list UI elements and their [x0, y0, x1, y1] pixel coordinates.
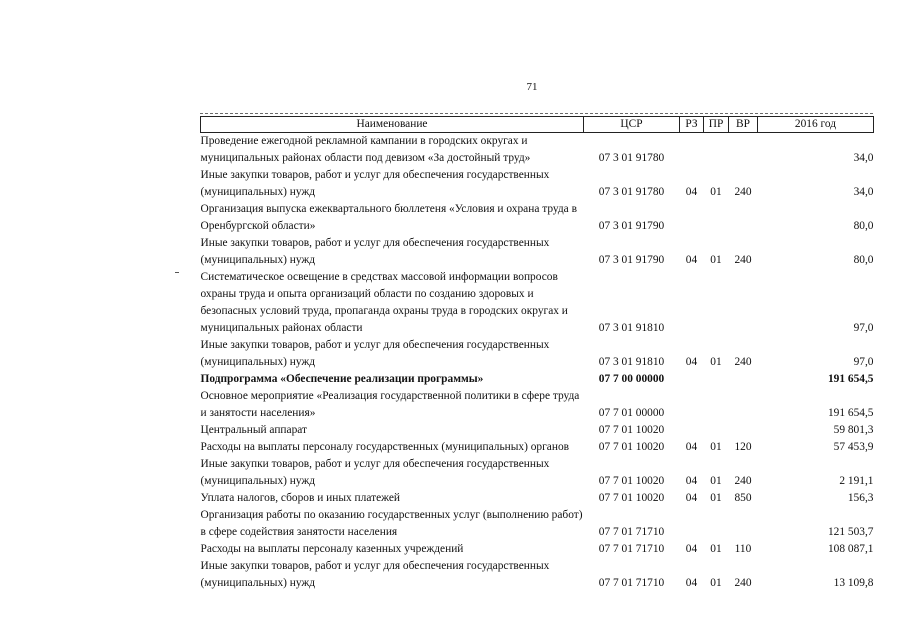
row-rz — [680, 422, 704, 439]
row-amount: 34,0 — [853, 152, 874, 164]
column-header-name: Наименование — [201, 117, 584, 133]
row-pr — [704, 388, 729, 422]
row-code: 07 3 01 91790 — [598, 220, 665, 232]
column-header-year: 2016 год — [758, 117, 874, 133]
row-vr — [729, 422, 758, 439]
table-body — [201, 133, 874, 593]
row-rz: 04 — [685, 492, 698, 504]
row-pr: 01 — [710, 186, 722, 198]
budget-table — [200, 116, 874, 592]
row-vr: 240 — [734, 577, 752, 589]
row-name: Организация работы по оказанию государственных услуг (выполнению работ) в сфере содействия занятости населения — [200, 509, 583, 538]
row-name: Уплата налогов, сборов и иных платежей — [200, 492, 400, 504]
row-name: Иные закупки товаров, работ и услуг для обеспечения государственных (муниципальных) нужд — [200, 237, 550, 266]
row-amount: 57 453,9 — [833, 441, 874, 453]
column-header-code: ЦСР — [584, 117, 680, 133]
table-top-rule — [200, 113, 873, 114]
row-pr — [704, 269, 729, 337]
row-pr — [704, 507, 729, 541]
margin-mark — [175, 272, 179, 273]
row-code: 07 7 01 10020 — [598, 424, 665, 436]
row-vr: 240 — [734, 254, 752, 266]
row-rz: 04 — [685, 254, 698, 266]
row-amount: 80,0 — [853, 220, 874, 232]
column-header-pr: ПР — [704, 117, 729, 133]
row-name: Организация выпуска ежеквартального бюллетеня «Условия и охрана труда в Оренбургской области» — [200, 203, 577, 232]
row-amount: 191 654,5 — [827, 407, 874, 419]
row-amount: 13 109,8 — [833, 577, 874, 589]
row-pr: 01 — [710, 441, 722, 453]
row-vr: 110 — [734, 543, 752, 555]
row-rz: 04 — [685, 577, 698, 589]
table-row — [201, 490, 874, 507]
row-pr: 01 — [710, 356, 722, 368]
table-row — [201, 269, 874, 337]
page-number: 71 — [526, 81, 538, 93]
row-rz — [680, 133, 704, 168]
row-vr: 240 — [734, 186, 752, 198]
row-rz: 04 — [685, 186, 698, 198]
row-code: 07 7 01 71710 — [598, 577, 665, 589]
row-amount: 156,3 — [847, 492, 874, 504]
row-amount: 108 087,1 — [827, 543, 874, 555]
table-row — [201, 235, 874, 269]
row-name: Основное мероприятие «Реализация государственной политики в сфере труда и занятости населения» — [200, 390, 580, 419]
row-rz — [680, 201, 704, 235]
row-rz: 04 — [685, 441, 698, 453]
row-amount: 97,0 — [853, 356, 874, 368]
row-code: 07 7 01 10020 — [598, 475, 665, 487]
row-pr: 01 — [710, 492, 722, 504]
table-row — [201, 541, 874, 558]
row-code: 07 3 01 91810 — [598, 322, 665, 334]
row-pr: 01 — [710, 254, 722, 266]
row-code: 07 7 01 71710 — [598, 526, 665, 538]
row-rz — [680, 388, 704, 422]
row-name: Расходы на выплаты персоналу государственных (муниципальных) органов — [200, 441, 570, 453]
column-header-vr: ВР — [729, 117, 758, 133]
row-rz — [680, 269, 704, 337]
table-row — [201, 133, 874, 168]
row-vr: 240 — [734, 475, 752, 487]
row-name: Систематическое освещение в средствах массовой информации вопросов охраны труда и опыта организаций области по созданию здоровых и безопасных условий труда, пропаганда охраны труда в городских округах и муниципальных районах области — [200, 271, 568, 334]
table-row — [201, 422, 874, 439]
table-row — [201, 558, 874, 592]
row-pr: 01 — [710, 475, 722, 487]
row-amount: 97,0 — [853, 322, 874, 334]
row-code: 07 3 01 91780 — [598, 186, 665, 198]
row-vr — [729, 201, 758, 235]
row-amount: 191 654,5 — [827, 373, 874, 385]
row-vr — [729, 269, 758, 337]
row-name: Подпрограмма «Обеспечение реализации программы» — [200, 373, 484, 385]
row-pr: 01 — [710, 577, 722, 589]
row-rz — [680, 371, 704, 388]
row-amount: 34,0 — [853, 186, 874, 198]
row-code: 07 7 01 10020 — [598, 441, 665, 453]
row-name: Иные закупки товаров, работ и услуг для обеспечения государственных (муниципальных) нужд — [200, 169, 550, 198]
row-code: 07 3 01 91810 — [598, 356, 665, 368]
row-rz: 04 — [685, 543, 698, 555]
row-code: 07 7 01 00000 — [598, 407, 665, 419]
table-row — [201, 371, 874, 388]
row-rz — [680, 507, 704, 541]
row-name: Иные закупки товаров, работ и услуг для обеспечения государственных (муниципальных) нужд — [200, 339, 550, 368]
row-vr — [729, 507, 758, 541]
row-amount: 2 191,1 — [839, 475, 874, 487]
row-pr — [704, 422, 729, 439]
row-rz: 04 — [685, 475, 698, 487]
row-pr — [704, 201, 729, 235]
row-code: 07 7 01 71710 — [598, 543, 665, 555]
row-code: 07 3 01 91780 — [598, 152, 665, 164]
row-vr: 120 — [734, 441, 752, 453]
row-code: 07 7 00 00000 — [598, 373, 665, 385]
row-name: Расходы на выплаты персоналу казенных учреждений — [200, 543, 464, 555]
row-name: Проведение ежегодной рекламной кампании в городских округах и муниципальных районах области под девизом «За достойный труд» — [200, 135, 531, 164]
row-pr — [704, 133, 729, 168]
row-amount: 80,0 — [853, 254, 874, 266]
table-row — [201, 167, 874, 201]
table-row — [201, 439, 874, 456]
row-vr: 850 — [734, 492, 752, 504]
table-row — [201, 201, 874, 235]
table-row — [201, 507, 874, 541]
row-rz: 04 — [685, 356, 698, 368]
row-vr — [729, 388, 758, 422]
row-name: Иные закупки товаров, работ и услуг для обеспечения государственных (муниципальных) нужд — [200, 458, 550, 487]
row-vr — [729, 371, 758, 388]
row-pr — [704, 371, 729, 388]
row-code: 07 7 01 10020 — [598, 492, 665, 504]
row-name: Иные закупки товаров, работ и услуг для обеспечения государственных (муниципальных) нужд — [200, 560, 550, 589]
row-vr: 240 — [734, 356, 752, 368]
table-header-row — [201, 117, 874, 133]
column-header-rz: РЗ — [680, 117, 704, 133]
row-vr — [729, 133, 758, 168]
row-amount: 59 801,3 — [833, 424, 874, 436]
row-name: Центральный аппарат — [200, 424, 308, 436]
table-row — [201, 337, 874, 371]
row-code: 07 3 01 91790 — [598, 254, 665, 266]
row-pr: 01 — [710, 543, 722, 555]
table-row — [201, 388, 874, 422]
row-amount: 121 503,7 — [827, 526, 874, 538]
table-row — [201, 456, 874, 490]
